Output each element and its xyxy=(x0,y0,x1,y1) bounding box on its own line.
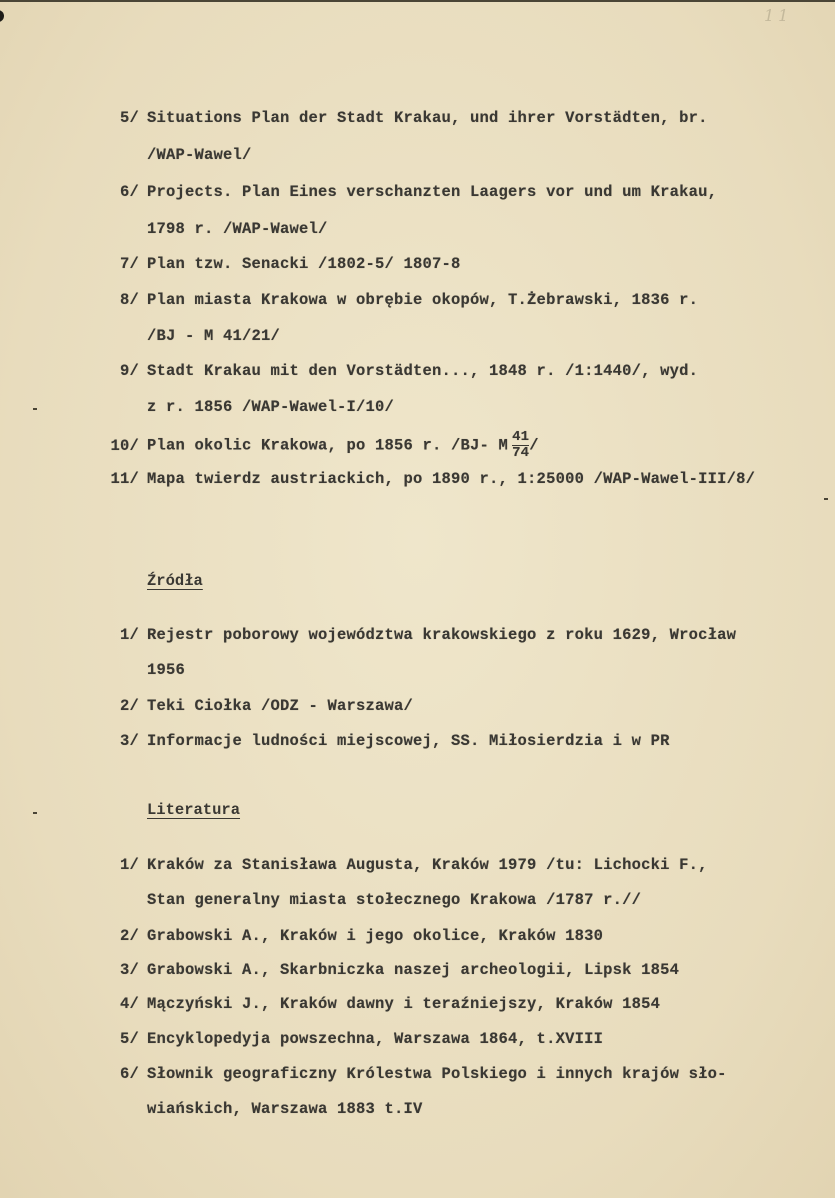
map-item-6 xyxy=(103,182,717,202)
shelfmark-fraction xyxy=(512,430,529,461)
source-item-1 xyxy=(103,625,736,645)
sources-heading: Źródła xyxy=(147,572,203,590)
item-number: 4/ xyxy=(119,995,139,1013)
item-text: Mapa twierdz austriackich, po 1890 r., 1:25000 /WAP-Wawel-III/8/ xyxy=(147,470,756,488)
margin-mark xyxy=(33,812,37,814)
source-item-3 xyxy=(103,731,670,751)
map-item-5-cont: /WAP-Wawel/ xyxy=(147,146,252,164)
item-number: 10/ xyxy=(110,436,139,455)
item-number: 3/ xyxy=(119,732,139,750)
item-number: 3/ xyxy=(119,961,139,979)
literature-item-1-cont: Stan generalny miasta stołecznego Krakowa /1787 r.// xyxy=(147,891,642,909)
item-number: 1/ xyxy=(119,626,139,644)
item-text: Projects. Plan Eines verschanzten Laagers vor und um Krakau, xyxy=(147,183,718,201)
item-text: Plan tzw. Senacki /1802-5/ 1807-8 xyxy=(147,255,461,273)
item-number: 8/ xyxy=(119,291,139,309)
map-item-5 xyxy=(103,108,708,128)
item-text: Encyklopedyja powszechna, Warszawa 1864, t.XVIII xyxy=(147,1030,604,1048)
map-item-11 xyxy=(103,469,755,489)
item-number: 7/ xyxy=(119,255,139,273)
item-text: Stadt Krakau mit den Vorstädten..., 1848 r. /1:1440/, wyd. xyxy=(147,362,699,380)
map-item-7 xyxy=(103,254,461,274)
literature-item-6-cont: wiańskich, Warszawa 1883 t.IV xyxy=(147,1100,423,1118)
map-item-9 xyxy=(103,361,698,381)
item-text: Kraków za Stanisława Augusta, Kraków 1979 /tu: Lichocki F., xyxy=(147,856,708,874)
item-number: 11/ xyxy=(110,470,139,488)
map-item-6-cont: 1798 r. /WAP-Wawel/ xyxy=(147,220,328,238)
item-number: 6/ xyxy=(119,1065,139,1083)
item-text: Teki Ciołka /ODZ - Warszawa/ xyxy=(147,697,414,715)
item-text: Plan miasta Krakowa w obrębie okopów, T.Żebrawski, 1836 r. xyxy=(147,291,699,309)
item-number: 2/ xyxy=(119,927,139,945)
item-text: Słownik geograficzny Królestwa Polskiego i innych krajów sło- xyxy=(147,1065,727,1083)
item-number: 9/ xyxy=(119,362,139,380)
map-item-8-cont: /BJ - M 41/21/ xyxy=(147,327,281,345)
item-text: Plan okolic Krakowa, po 1856 r. /BJ- M xyxy=(147,436,509,455)
item-text: Informacje ludności miejscowej, SS. Miłosierdzia i w PR xyxy=(147,732,670,750)
margin-mark xyxy=(824,498,828,500)
margin-mark xyxy=(33,408,37,410)
item-text: Mączyński J., Kraków dawny i teraźniejszy, Kraków 1854 xyxy=(147,995,661,1013)
literature-heading: Literatura xyxy=(147,801,241,819)
fraction-suffix: / xyxy=(529,436,539,455)
item-number: 2/ xyxy=(119,697,139,715)
map-item-9-cont: z r. 1856 /WAP-Wawel-I/10/ xyxy=(147,398,395,416)
literature-item-2 xyxy=(103,926,603,946)
item-text: Grabowski A., Skarbniczka naszej archeologii, Lipsk 1854 xyxy=(147,961,680,979)
literature-item-6 xyxy=(103,1064,727,1084)
item-number: 5/ xyxy=(119,109,139,127)
literature-item-4 xyxy=(103,994,660,1014)
literature-item-3 xyxy=(103,960,679,980)
item-text: Grabowski A., Kraków i jego okolice, Kraków 1830 xyxy=(147,927,604,945)
item-number: 6/ xyxy=(119,183,139,201)
item-text: Rejestr poborowy województwa krakowskiego z roku 1629, Wrocław xyxy=(147,626,737,644)
pencil-page-number: 11 xyxy=(764,6,793,25)
map-item-8 xyxy=(103,290,698,310)
item-text: Situations Plan der Stadt Krakau, und ihrer Vorstädten, br. xyxy=(147,109,708,127)
punch-hole-mark xyxy=(0,10,4,22)
map-item-10 xyxy=(103,430,539,461)
item-number: 5/ xyxy=(119,1030,139,1048)
item-number: 1/ xyxy=(119,856,139,874)
fraction-denominator: 74 xyxy=(512,445,530,461)
source-item-1-cont: 1956 xyxy=(147,661,186,679)
source-item-2 xyxy=(103,696,413,716)
literature-item-1 xyxy=(103,855,708,875)
fraction-numerator: 41 xyxy=(512,429,530,445)
literature-item-5 xyxy=(103,1029,603,1049)
